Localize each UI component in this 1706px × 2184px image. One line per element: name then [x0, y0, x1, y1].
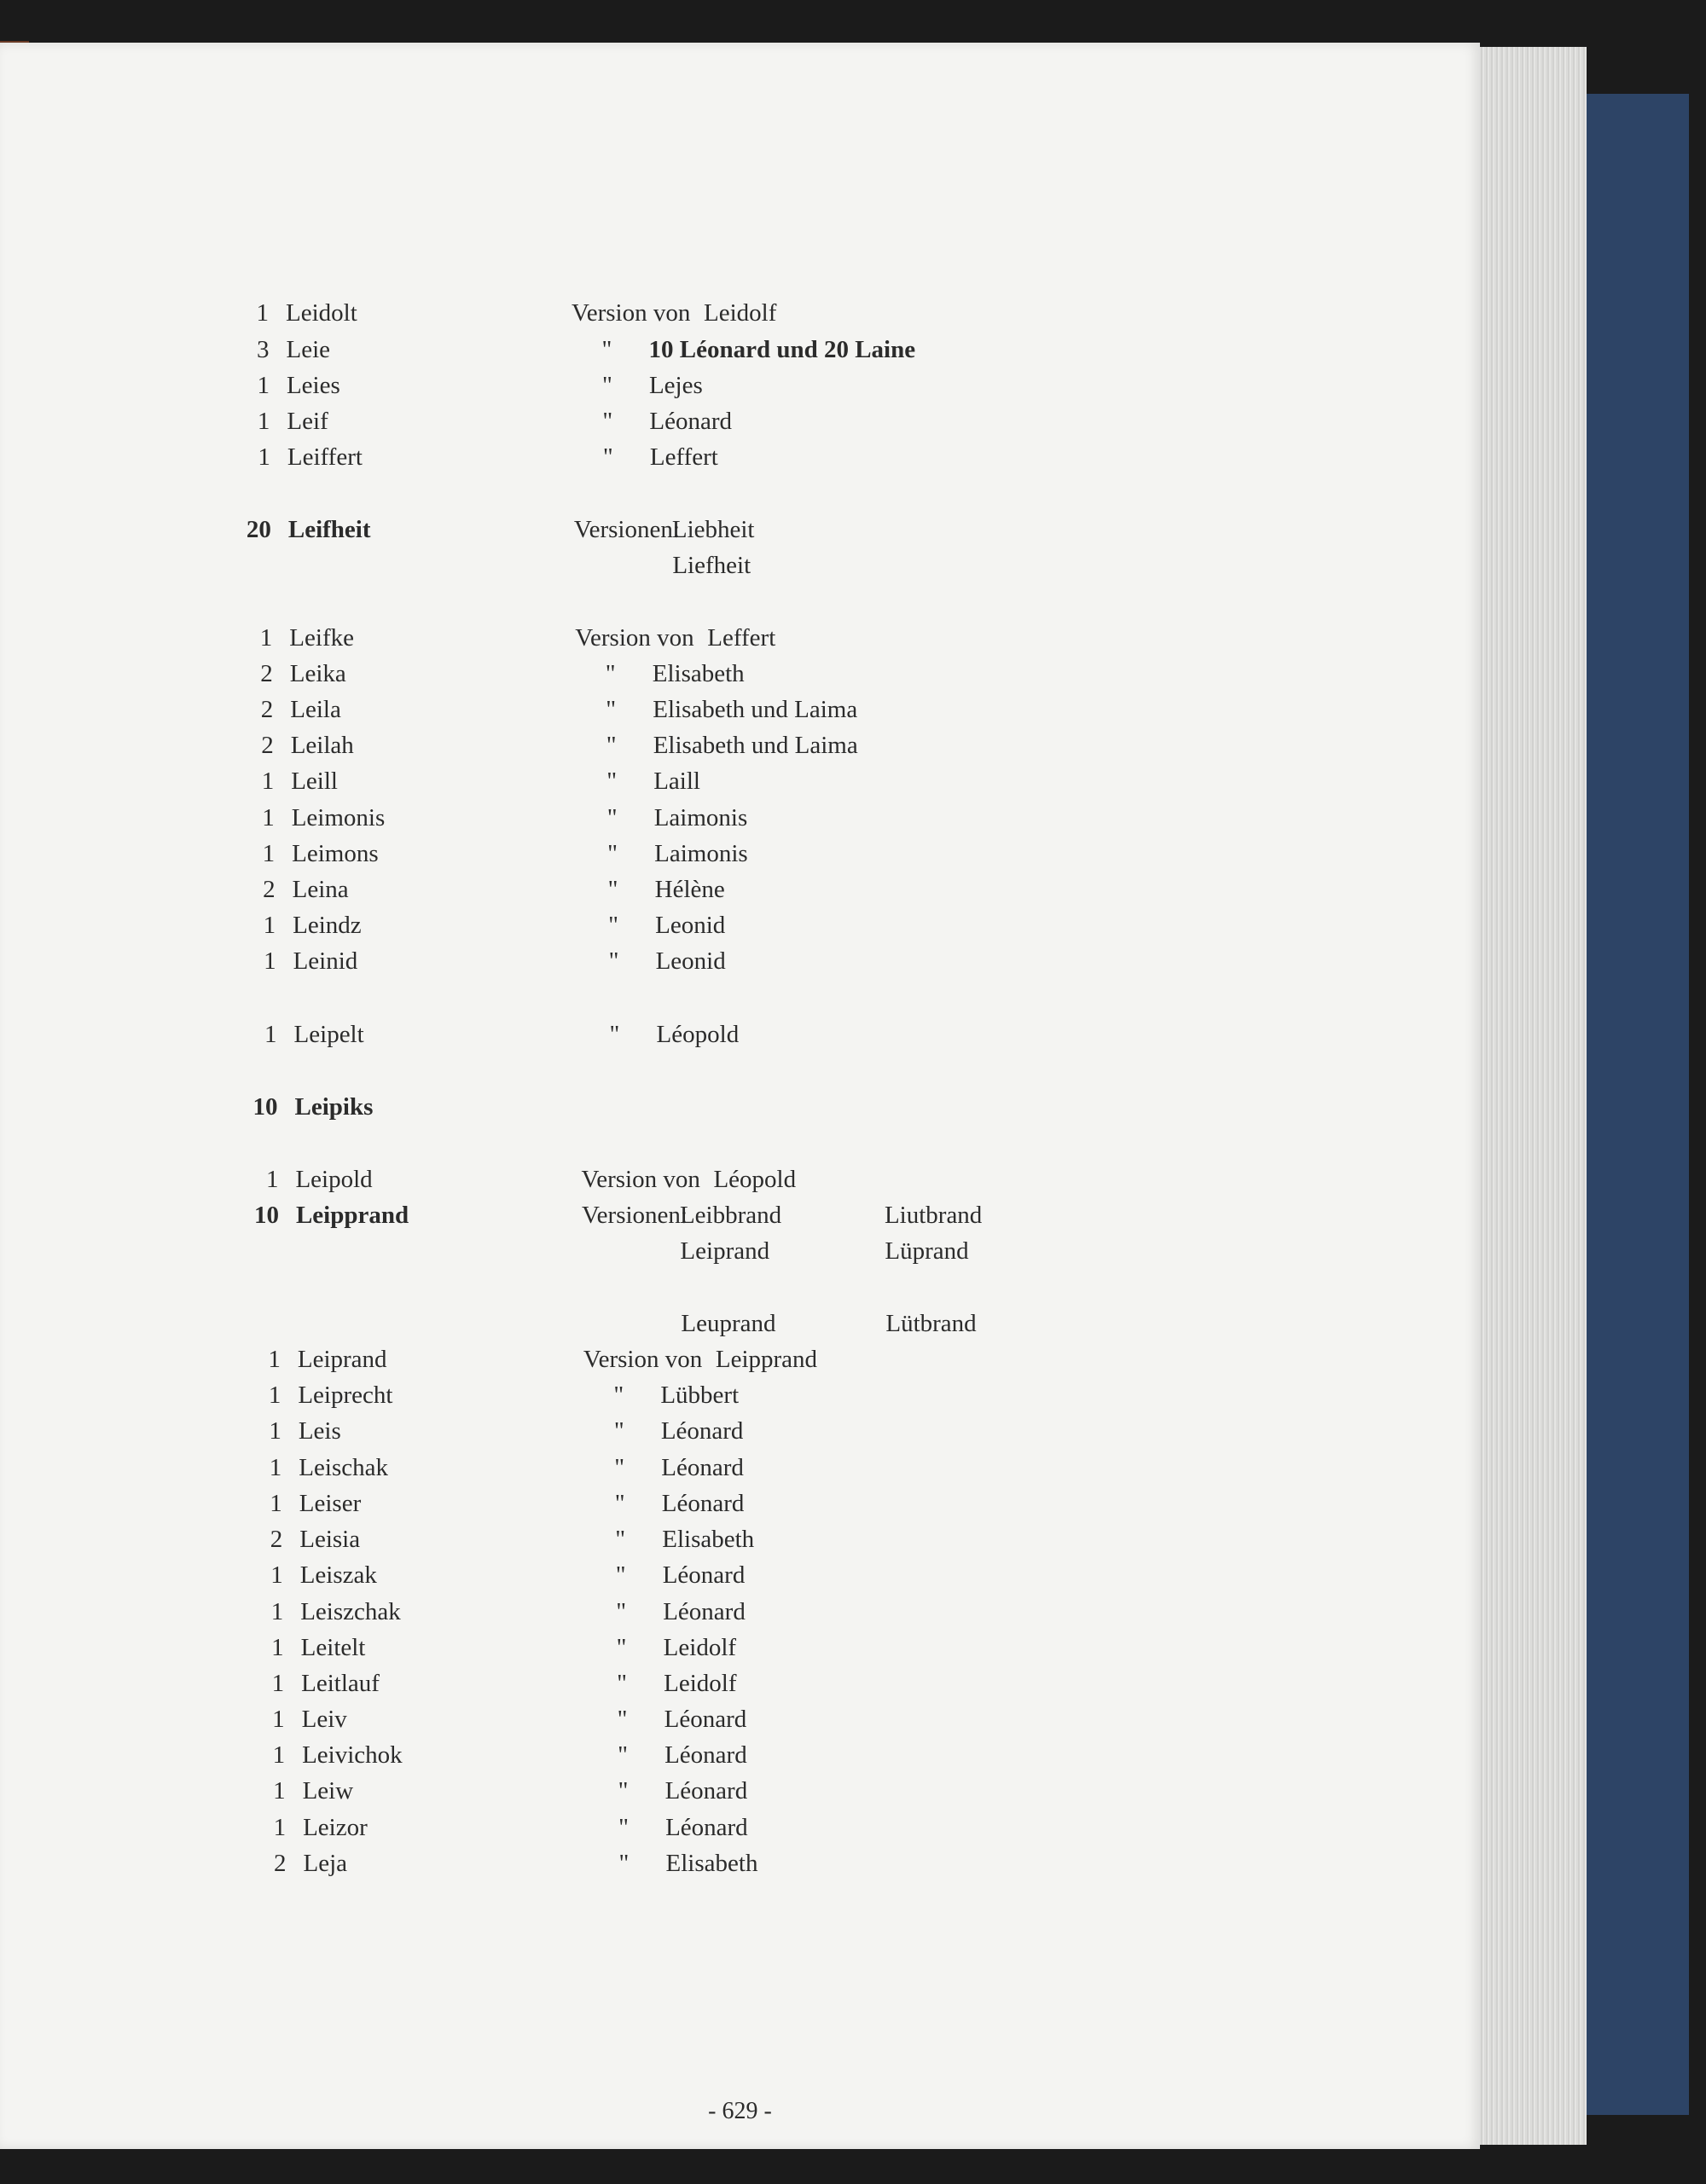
index-entry [232, 1593, 1128, 1631]
entry-name: Leis [298, 1417, 341, 1445]
entry-target: Elisabeth [662, 1526, 755, 1553]
index-entry [234, 1700, 1129, 1738]
entry-name: Leilah [290, 732, 354, 759]
index-entry [234, 1736, 1129, 1774]
index-entry [227, 1088, 1123, 1126]
entry-count: 1 [268, 1346, 281, 1373]
entry-target: Leidolf [663, 1634, 737, 1661]
entry-target: Léonard [663, 1598, 746, 1625]
index-entry [229, 1376, 1125, 1414]
entry-target: Leuprand [681, 1310, 776, 1337]
ditto-mark: " [613, 1382, 624, 1409]
entry-target: Leffert [707, 624, 776, 652]
entry-count: 1 [270, 1598, 284, 1625]
ditto-mark: " [606, 732, 617, 759]
entry-name: Leill [291, 768, 338, 795]
index-entry [223, 762, 1118, 800]
entry-count: 2 [260, 696, 274, 723]
entry-count: 1 [271, 1634, 284, 1661]
entry-count: 1 [270, 1490, 282, 1517]
ditto-mark: " [614, 1490, 625, 1517]
ditto-mark: " [615, 1561, 626, 1589]
entry-relation: Version von [583, 1346, 703, 1373]
index-entry [226, 1016, 1122, 1053]
entry-name: Leja [303, 1850, 348, 1877]
index-entry [235, 1845, 1131, 1882]
entry-name: Leiffert [287, 443, 363, 471]
entry-count: 10 [253, 1202, 279, 1229]
index-entry [218, 331, 1113, 368]
entry-target: Léonard [649, 408, 733, 435]
index-entry [218, 403, 1114, 440]
ditto-mark: " [607, 840, 618, 867]
entry-count: 1 [262, 840, 276, 867]
entry-name: Leiprand [297, 1346, 387, 1373]
entry-name: Leidolt [286, 299, 357, 327]
entry-count: 1 [270, 1561, 283, 1589]
page-stack-edges [1480, 47, 1587, 2145]
ditto-mark: " [602, 443, 613, 471]
index-entry [229, 1305, 1124, 1342]
entry-name: Leiser [299, 1490, 362, 1517]
index-entry [224, 871, 1120, 908]
entry-target-extra: Lüprand [885, 1237, 969, 1265]
entry-count: 2 [270, 1526, 283, 1553]
ditto-mark: " [606, 804, 618, 831]
entry-name: Leiszak [299, 1561, 377, 1589]
ditto-mark: " [615, 1526, 626, 1553]
entry-count: 10 [252, 1093, 278, 1121]
entry-relation: Versionen: [573, 516, 680, 543]
index-entry [231, 1521, 1127, 1558]
entry-count: 1 [264, 1021, 277, 1048]
index-entry [221, 619, 1117, 657]
ditto-mark: " [617, 1706, 628, 1733]
index-entry [233, 1665, 1129, 1702]
entry-target-extra: Liutbrand [884, 1202, 983, 1229]
entry-name: Leipold [295, 1166, 373, 1193]
entry-name: Leif [287, 408, 328, 435]
index-entry [223, 727, 1118, 764]
entry-count: 1 [262, 804, 275, 831]
entry-name: Leindz [293, 912, 362, 939]
entry-name: Leischak [299, 1454, 388, 1481]
index-entry [232, 1556, 1128, 1594]
entry-target: Laill [653, 768, 700, 795]
entry-name: Leila [290, 696, 341, 723]
entry-target: Léonard [664, 1741, 747, 1769]
ditto-mark: " [608, 912, 618, 939]
ditto-mark: " [606, 696, 617, 723]
index-entry [230, 1449, 1126, 1486]
entry-target: Laimonis [654, 840, 748, 867]
entry-name: Leitelt [300, 1634, 366, 1661]
entry-relation: Versionen: [581, 1202, 688, 1229]
ditto-mark: " [618, 1814, 629, 1841]
index-entry [235, 1772, 1130, 1810]
ditto-mark: " [614, 1454, 625, 1481]
entry-count: 2 [261, 732, 274, 759]
ditto-mark: " [617, 1670, 627, 1697]
index-entry [235, 1809, 1130, 1846]
entry-target: Lübbert [660, 1382, 740, 1409]
page-number: - 629 - [708, 2098, 772, 2124]
index-entry [225, 942, 1121, 980]
entry-target: Leonid [655, 912, 726, 939]
entry-target: Léonard [662, 1561, 746, 1589]
entry-count: 1 [269, 1454, 282, 1481]
entry-count: 1 [273, 1814, 287, 1841]
index-entry [222, 691, 1117, 728]
ditto-mark: " [601, 372, 612, 399]
entry-name: Leisia [299, 1526, 361, 1553]
entry-target: Elisabeth und Laima [653, 696, 858, 723]
entry-count: 1 [257, 372, 270, 399]
entry-name: Leie [286, 336, 330, 363]
entry-count: 1 [259, 624, 273, 652]
entry-target: Leidolf [704, 299, 777, 327]
ditto-mark: " [618, 1741, 628, 1769]
entry-target: Leonid [655, 947, 726, 975]
entry-target: Léonard [660, 1417, 744, 1445]
index-entry [220, 511, 1116, 548]
entry-count: 1 [263, 912, 276, 939]
entry-count: 1 [264, 947, 276, 975]
ditto-mark: " [609, 1021, 620, 1048]
entry-name: Leika [289, 660, 346, 687]
entry-count: 1 [256, 299, 269, 327]
entry-name: Leifheit [287, 516, 371, 543]
entry-count: 1 [273, 1777, 286, 1805]
entry-target: 10 Léonard und 20 Laine [648, 336, 916, 363]
entry-target: Liebheit [671, 516, 755, 543]
index-entry [223, 835, 1119, 872]
entry-count: 2 [263, 876, 276, 903]
entry-count: 20 [246, 516, 271, 543]
ditto-mark: " [605, 660, 616, 687]
entry-target: Léopold [713, 1166, 797, 1193]
entry-count: 1 [272, 1706, 285, 1733]
ditto-mark: " [616, 1598, 627, 1625]
ditto-mark: " [613, 1417, 624, 1445]
entry-count: 2 [260, 660, 273, 687]
entry-count: 2 [274, 1850, 287, 1877]
entry-target: Hélène [654, 876, 725, 903]
entry-count: 1 [257, 408, 270, 435]
index-entry [223, 799, 1119, 837]
ditto-mark: " [616, 1634, 627, 1661]
ditto-mark: " [602, 408, 613, 435]
entry-target: Elisabeth und Laima [653, 732, 858, 759]
entry-target: Leibbrand [679, 1202, 782, 1229]
ditto-mark: " [618, 1850, 630, 1877]
entry-count: 1 [261, 768, 275, 795]
entry-target: Lejes [648, 372, 703, 399]
index-entry [228, 1232, 1123, 1270]
index-entry [224, 907, 1120, 944]
entry-name: Leifke [289, 624, 354, 652]
entry-name: Leimons [292, 840, 379, 867]
entry-count: 1 [258, 443, 270, 471]
entry-target: Léonard [665, 1814, 748, 1841]
entry-target: Leiprand [680, 1237, 770, 1265]
entry-target: Elisabeth [665, 1850, 758, 1877]
index-entry [222, 655, 1117, 692]
entry-target: Léonard [661, 1490, 745, 1517]
entry-target: Elisabeth [652, 660, 745, 687]
entry-name: Leiszchak [300, 1598, 401, 1625]
entry-count: 1 [271, 1670, 285, 1697]
entry-relation: Version von [572, 299, 691, 327]
index-entry [220, 547, 1116, 584]
entry-name: Leies [286, 372, 340, 399]
index-entry [218, 294, 1113, 332]
entry-name: Leipprand [295, 1202, 409, 1229]
entry-target: Leffert [649, 443, 718, 471]
entry-target-extra: Lütbrand [885, 1310, 977, 1337]
entry-name: Leiv [301, 1706, 347, 1733]
ditto-mark: " [607, 876, 618, 903]
index-entry [227, 1161, 1123, 1198]
index-entry [231, 1485, 1127, 1522]
ditto-mark: " [601, 336, 612, 363]
entry-target: Leidolf [664, 1670, 737, 1697]
index-entry [229, 1341, 1125, 1378]
index-entry [233, 1629, 1129, 1666]
entry-name: Leizor [303, 1814, 368, 1841]
entry-name: Leimonis [291, 804, 386, 831]
entry-relation: Version von [575, 624, 694, 652]
entry-name: Leinid [293, 947, 358, 975]
entry-name: Leipiks [294, 1093, 374, 1121]
index-entry [230, 1412, 1126, 1450]
entry-target: Léonard [664, 1706, 747, 1733]
entry-target: Léonard [664, 1777, 748, 1805]
entry-target: Liefheit [672, 552, 751, 579]
entry-name: Leiprecht [298, 1382, 393, 1409]
entry-relation: Version von [581, 1166, 700, 1193]
entry-name: Leivichok [302, 1741, 403, 1769]
index-entry [218, 367, 1114, 404]
entry-count: 1 [268, 1382, 281, 1409]
book-cover [1587, 94, 1689, 2115]
entry-target: Léonard [661, 1454, 744, 1481]
entry-target: Leipprand [715, 1346, 818, 1373]
index-entry [219, 438, 1115, 476]
entry-name: Leina [292, 876, 349, 903]
ditto-mark: " [618, 1777, 629, 1805]
entry-name: Leiw [302, 1777, 354, 1805]
entry-name: Leitlauf [301, 1670, 380, 1697]
entry-name: Leipelt [293, 1021, 364, 1048]
index-entry [228, 1196, 1123, 1234]
ditto-mark: " [606, 768, 618, 795]
ditto-mark: " [608, 947, 619, 975]
entry-count: 1 [269, 1417, 281, 1445]
entry-target: Laimonis [653, 804, 748, 831]
entry-count: 1 [265, 1166, 279, 1193]
entry-count: 1 [272, 1741, 286, 1769]
entry-count: 3 [256, 336, 270, 363]
entry-target: Léopold [656, 1021, 740, 1048]
